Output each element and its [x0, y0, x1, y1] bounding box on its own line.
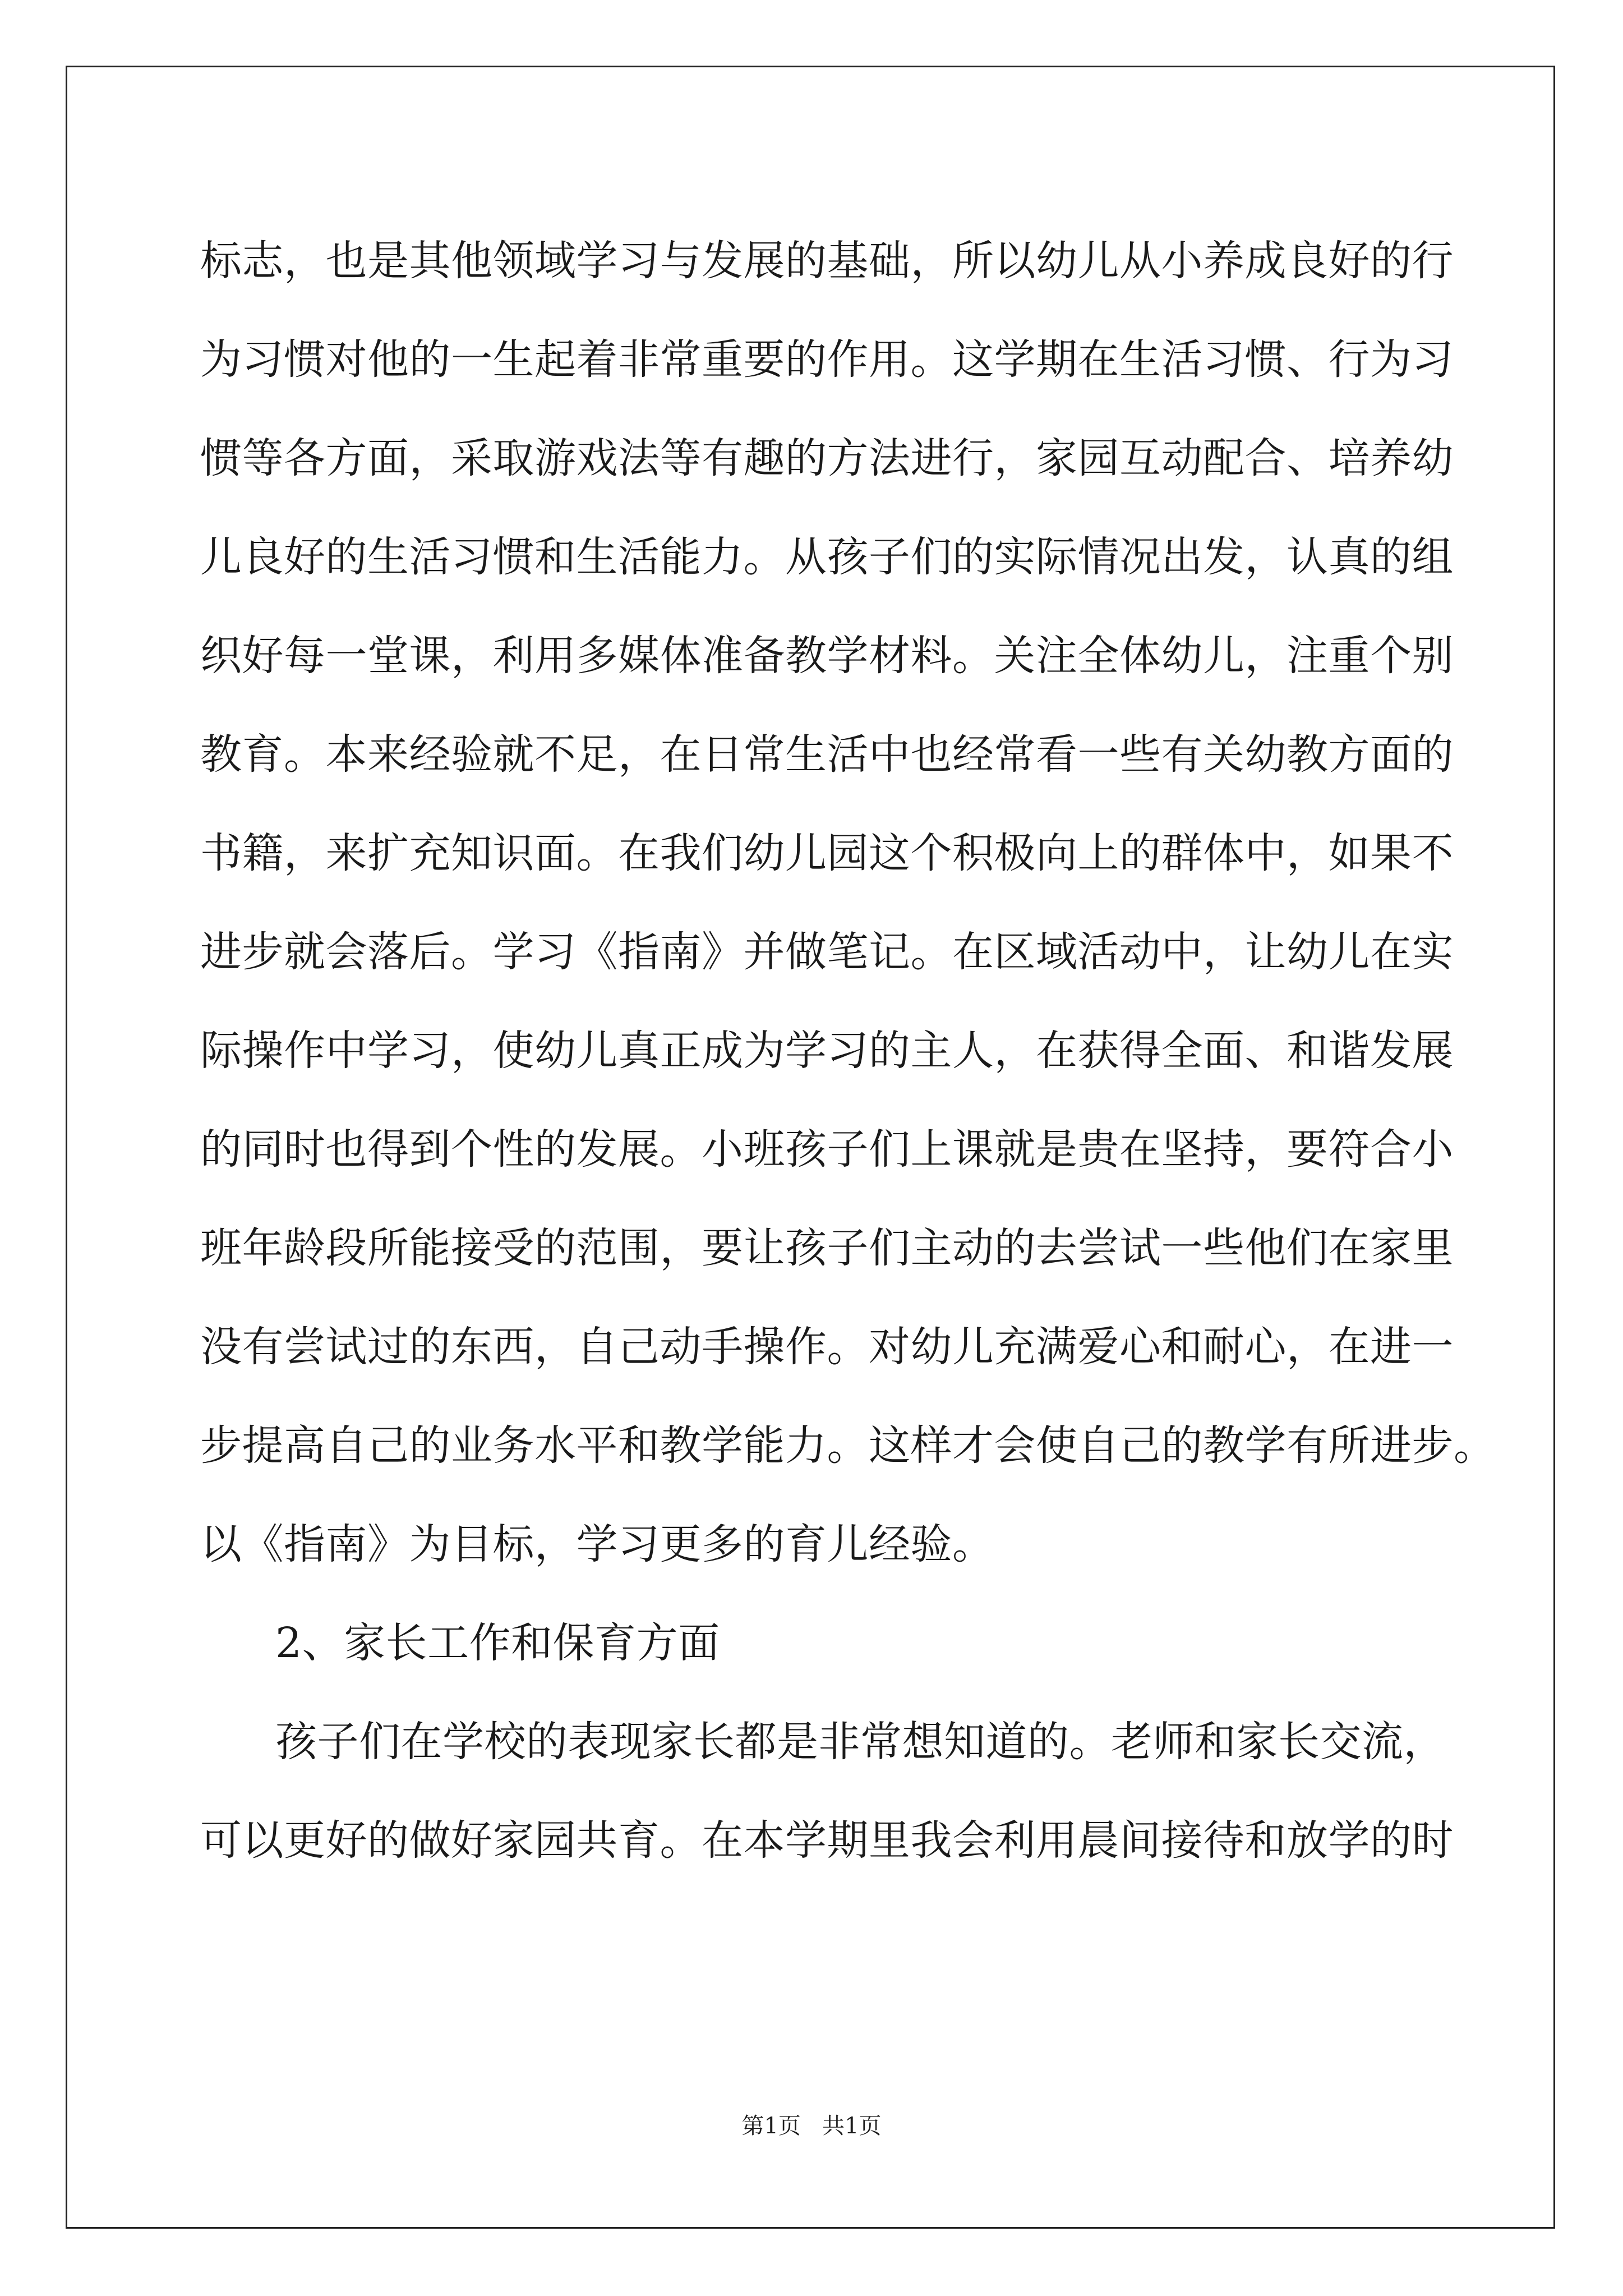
text-line: 儿良好的生活习惯和生活能力。从孩子们的实际情况出发，认真的组 [200, 533, 1454, 581]
text-line: 步提高自己的业务水平和教学能力。这样才会使自己的教学有所进步。 [200, 1421, 1496, 1470]
text-line: 际操作中学习，使幼儿真正成为学习的主人，在获得全面、和谐发展 [200, 1027, 1454, 1075]
text-line: 没有尝试过的东西，自己动手操作。对幼儿充满爱心和耐心，在进一 [200, 1323, 1454, 1371]
document-body [200, 211, 1496, 1890]
text-line: 教育。本来经验就不足，在日常生活中也经常看一些有关幼教方面的 [200, 730, 1454, 779]
text-line: 惯等各方面，采取游戏法等有趣的方法进行，家园互动配合、培养幼 [200, 434, 1454, 482]
text-line: 的同时也得到个性的发展。小班孩子们上课就是贵在坚持，要符合小 [200, 1125, 1454, 1174]
text-line: 以《指南》为目标，学习更多的育儿经验。 [200, 1520, 994, 1568]
text-line: 为习惯对他的一生起着非常重要的作用。这学期在生活习惯、行为习 [200, 335, 1454, 384]
text-line: 孩子们在学校的表现家长都是非常想知道的。老师和家长交流， [275, 1718, 1445, 1766]
text-line: 书籍，来扩充知识面。在我们幼儿园这个积极向上的群体中，如果不 [200, 829, 1454, 877]
text-line: 2、家长工作和保育方面 [275, 1619, 720, 1667]
text-line: 进步就会落后。学习《指南》并做笔记。在区域活动中，让幼儿在实 [200, 928, 1454, 976]
text-line: 标志，也是其他领域学习与发展的基础，所以幼儿从小养成良好的行 [200, 237, 1454, 285]
text-line: 可以更好的做好家园共育。在本学期里我会利用晨间接待和放学的时 [200, 1816, 1454, 1865]
text-line: 班年龄段所能接受的范围，要让孩子们主动的去尝试一些他们在家里 [200, 1224, 1454, 1272]
text-line: 织好每一堂课，利用多媒体准备教学材料。关注全体幼儿，注重个别 [200, 632, 1454, 680]
page-footer: 第1页 共1页 [741, 2113, 882, 2139]
